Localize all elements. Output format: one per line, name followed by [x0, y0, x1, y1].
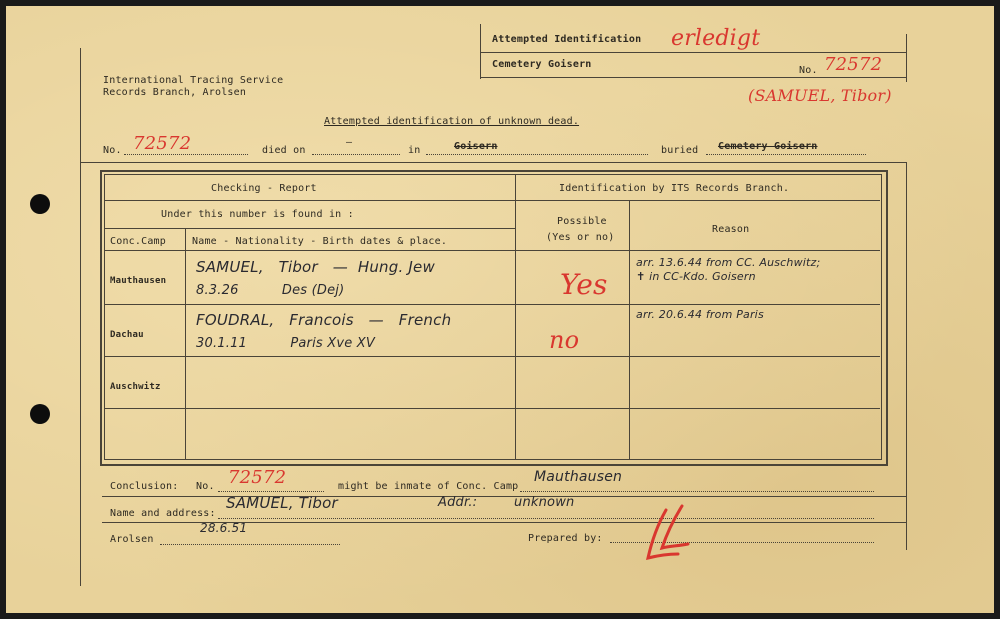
row-2-bottom-line	[104, 356, 880, 357]
row-1-name-line-1: SAMUEL, Tibor — Hung. Jew	[196, 258, 435, 276]
in-dots	[426, 154, 648, 155]
record-no-value: 72572	[133, 133, 192, 154]
in-value: Goisern	[454, 141, 498, 152]
attempted-identification-label: Attempted Identification	[492, 34, 642, 45]
conclusion-text: might be inmate of Conc. Camp	[338, 481, 519, 492]
right-header-line	[515, 200, 880, 201]
addr-value: unknown	[514, 495, 575, 510]
tracing-record-card	[6, 6, 994, 613]
date-dots	[160, 544, 340, 545]
header-no-value: 72572	[824, 54, 883, 75]
row-1-possible: Yes	[560, 268, 608, 301]
name-column-header: Name - Nationality - Birth dates & place.	[192, 236, 448, 247]
buried-value: Cemetery Goisern	[718, 141, 818, 152]
yes-or-no-column-header: (Yes or no)	[546, 232, 615, 243]
table-camp-divider	[185, 228, 186, 460]
table-possible-divider	[629, 200, 630, 460]
conclusion-no-value: 72572	[228, 467, 287, 488]
name-value: SAMUEL, Tibor	[226, 494, 338, 512]
conclusion-camp-dots	[520, 491, 874, 492]
row-1-name-line-2: 8.3.26 Des (Dej)	[196, 283, 345, 298]
left-subheader-line	[104, 228, 515, 229]
conclusion-no-dots	[218, 491, 324, 492]
conclusion-camp-value: Mauthausen	[534, 469, 623, 485]
identification-header: Identification by ITS Records Branch.	[559, 183, 790, 194]
died-dots	[312, 154, 400, 155]
row-1-bottom-line	[104, 304, 515, 305]
row-1-camp: Mauthausen	[110, 276, 167, 286]
conc-camp-column-header: Conc.Camp	[110, 236, 166, 247]
addr-label: Addr.:	[438, 495, 478, 510]
left-margin-line	[80, 48, 81, 586]
row-2-name-line-1: FOUDRAL, Francois — French	[196, 311, 452, 329]
row-1-reason-line-2: ✝ in CC-Kdo. Goisern	[636, 270, 756, 283]
place-label: Arolsen	[110, 534, 154, 545]
name-address-label: Name and address:	[110, 508, 216, 519]
reason-column-header: Reason	[712, 224, 750, 235]
row-1-reason-line-1: arr. 13.6.44 from CC. Auschwitz;	[636, 256, 821, 269]
cemetery-label: Cemetery Goisern	[492, 59, 592, 70]
header-no-label: No.	[799, 65, 818, 76]
in-label: in	[408, 145, 421, 156]
conclusion-no-label: No.	[196, 481, 215, 492]
row-3-camp: Auschwitz	[110, 382, 161, 392]
died-value: —	[346, 137, 353, 148]
erledigt-stamp: erledigt	[671, 26, 761, 51]
name-annotation: (SAMUEL, Tibor)	[748, 86, 892, 105]
signature-initials	[636, 502, 696, 572]
row-2-name-line-2: 30.1.11 Paris Xve XV	[196, 336, 375, 351]
died-label: died on	[262, 145, 306, 156]
header-box-bottom	[480, 77, 906, 78]
punch-hole-top	[30, 194, 50, 214]
row-2-camp: Dachau	[110, 330, 144, 340]
header-box-right	[906, 34, 907, 82]
frame-top-line	[80, 162, 906, 163]
left-header-line	[104, 200, 515, 201]
under-number-subheader: Under this number is found in :	[161, 209, 354, 220]
checking-report-header: Checking - Report	[211, 183, 317, 194]
column-header-line	[104, 250, 880, 251]
org-line-1: International Tracing Service	[103, 75, 284, 86]
header-box-divider	[480, 52, 906, 53]
table-mid-divider	[515, 174, 516, 460]
conclusion-label: Conclusion:	[110, 481, 179, 492]
row-2-reason-line-1: arr. 20.6.44 from Paris	[636, 308, 764, 321]
buried-dots	[706, 154, 866, 155]
record-no-dots	[124, 154, 248, 155]
row-3-bottom-line	[104, 408, 880, 409]
record-no-label: No.	[103, 145, 122, 156]
date-value: 28.6.51	[200, 521, 248, 535]
org-line-2: Records Branch, Arolsen	[103, 87, 247, 98]
row-1-mid-line	[515, 304, 880, 305]
row-2-possible: no	[549, 326, 580, 354]
buried-label: buried	[661, 145, 699, 156]
prepared-by-label: Prepared by:	[528, 533, 603, 544]
document-title: Attempted identification of unknown dead.	[324, 116, 580, 127]
name-address-dots	[218, 518, 874, 519]
possible-column-header: Possible	[557, 216, 607, 227]
punch-hole-bottom	[30, 404, 50, 424]
conclusion-underline	[102, 496, 906, 497]
frame-right-line	[906, 162, 907, 550]
